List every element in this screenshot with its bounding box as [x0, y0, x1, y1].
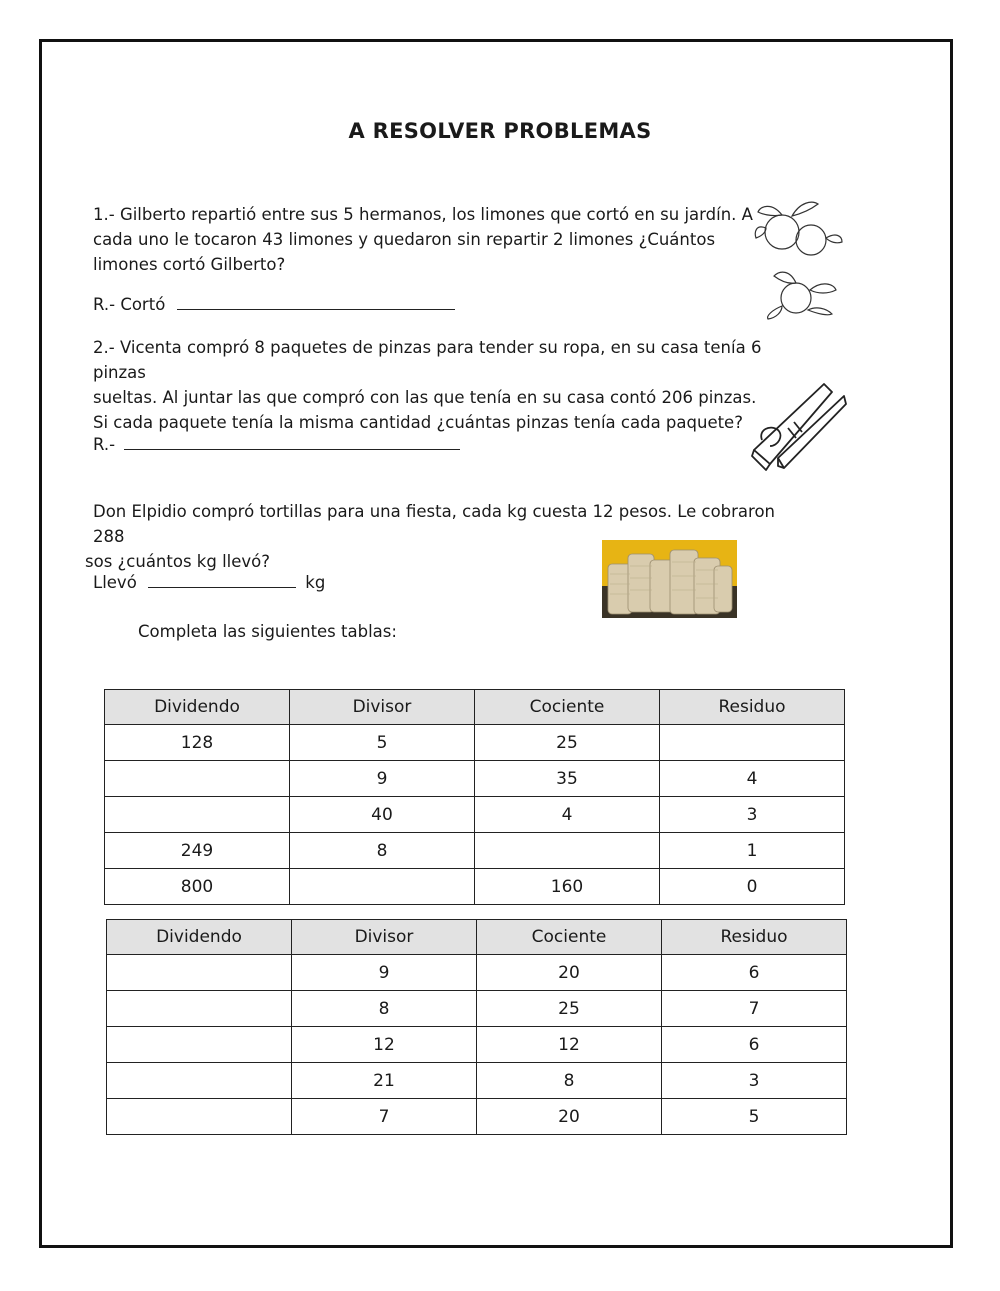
table-row: [105, 869, 845, 905]
unit-label: kg: [305, 573, 326, 592]
table-cell: 3: [660, 797, 845, 833]
table-cell: 800: [105, 869, 290, 905]
table-cell: 20: [477, 1099, 662, 1135]
table-row: [107, 991, 847, 1027]
problem-2-line: Si cada paquete tenía la misma cantidad ¿cuántas pinzas tenía cada paquete?: [93, 413, 743, 432]
table-cell: 8: [290, 833, 475, 869]
problem-3-answer: [93, 570, 325, 595]
table-cell[interactable]: [107, 1027, 292, 1063]
header-residuo: Residuo: [660, 690, 845, 725]
table-cell[interactable]: [107, 1063, 292, 1099]
header-residuo: Residuo: [662, 920, 847, 955]
answer-blank-1[interactable]: [177, 309, 455, 310]
table-cell: 3: [662, 1063, 847, 1099]
problem-1-line: 1.- Gilberto repartió entre sus 5 hermanos, los limones que cortó en su jardín. A: [93, 205, 753, 224]
table-row: [107, 955, 847, 991]
table-cell[interactable]: [660, 725, 845, 761]
table-cell: 6: [662, 1027, 847, 1063]
table-cell: 25: [475, 725, 660, 761]
division-table-1: [104, 689, 845, 905]
problem-2-text: [93, 335, 793, 435]
table-cell: 5: [290, 725, 475, 761]
table-cell: 4: [475, 797, 660, 833]
problem-1-answer: [93, 292, 455, 317]
problem-1-text: [93, 202, 753, 277]
table-cell: 8: [292, 991, 477, 1027]
table-row: [105, 761, 845, 797]
header-divisor: Divisor: [292, 920, 477, 955]
table-cell: 128: [105, 725, 290, 761]
problem-1-line: cada uno le tocaron 43 limones y quedaron sin repartir 2 limones ¿Cuántos: [93, 230, 716, 249]
header-dividendo: Dividendo: [107, 920, 292, 955]
table-cell: 12: [292, 1027, 477, 1063]
table-row: [107, 1063, 847, 1099]
problem-2-line: 2.- Vicenta compró 8 paquetes de pinzas para tender su ropa, en su casa tenía 6 pinzas: [93, 338, 762, 382]
header-divisor: Divisor: [290, 690, 475, 725]
answer-label: Llevó: [93, 573, 137, 592]
table-cell: 35: [475, 761, 660, 797]
tortillas-photo: [602, 540, 737, 618]
header-cociente: Cociente: [477, 920, 662, 955]
instruction: Completa las siguientes tablas:: [138, 622, 397, 641]
table-cell: 7: [662, 991, 847, 1027]
problem-2-line: sueltas. Al juntar las que compró con las que tenía en su casa contó 206 pinzas.: [93, 388, 757, 407]
table-cell[interactable]: [105, 761, 290, 797]
table-cell: 4: [660, 761, 845, 797]
table-cell: 7: [292, 1099, 477, 1135]
table-cell: 160: [475, 869, 660, 905]
table-cell[interactable]: [107, 1099, 292, 1135]
table-cell[interactable]: [475, 833, 660, 869]
problem-3-line: sos ¿cuántos kg llevó?: [85, 552, 271, 571]
table-cell[interactable]: [105, 797, 290, 833]
table-cell: 25: [477, 991, 662, 1027]
table-row: [105, 797, 845, 833]
table-cell: 20: [477, 955, 662, 991]
page-title: A RESOLVER PROBLEMAS: [348, 119, 652, 143]
table-row: [105, 725, 845, 761]
division-table-2: [106, 919, 847, 1135]
table-cell[interactable]: [107, 955, 292, 991]
answer-blank-3[interactable]: [148, 587, 296, 588]
table-cell: 8: [477, 1063, 662, 1099]
table-cell: 249: [105, 833, 290, 869]
table-cell[interactable]: [290, 869, 475, 905]
table-row: [107, 1027, 847, 1063]
table-cell: 5: [662, 1099, 847, 1135]
table-cell: 21: [292, 1063, 477, 1099]
table-cell: 40: [290, 797, 475, 833]
answer-label: R.- Cortó: [93, 295, 166, 314]
table-cell: 9: [290, 761, 475, 797]
table-cell: 0: [660, 869, 845, 905]
header-cociente: Cociente: [475, 690, 660, 725]
table-header-row: [107, 920, 847, 955]
problem-3-line: Don Elpidio compró tortillas para una fiesta, cada kg cuesta 12 pesos. Le cobraron 288: [93, 502, 776, 546]
table-cell: 1: [660, 833, 845, 869]
table-cell: 9: [292, 955, 477, 991]
lemons-illustration: [752, 198, 844, 320]
table-row: [105, 833, 845, 869]
problem-2-answer: [93, 432, 460, 457]
problem-1-line: limones cortó Gilberto?: [93, 255, 286, 274]
answer-blank-2[interactable]: [124, 449, 460, 450]
table-cell[interactable]: [107, 991, 292, 1027]
clothespin-illustration: [748, 380, 848, 472]
table-row: [107, 1099, 847, 1135]
table-header-row: [105, 690, 845, 725]
table-cell: 6: [662, 955, 847, 991]
answer-label: R.-: [93, 435, 116, 454]
header-dividendo: Dividendo: [105, 690, 290, 725]
table-cell: 12: [477, 1027, 662, 1063]
